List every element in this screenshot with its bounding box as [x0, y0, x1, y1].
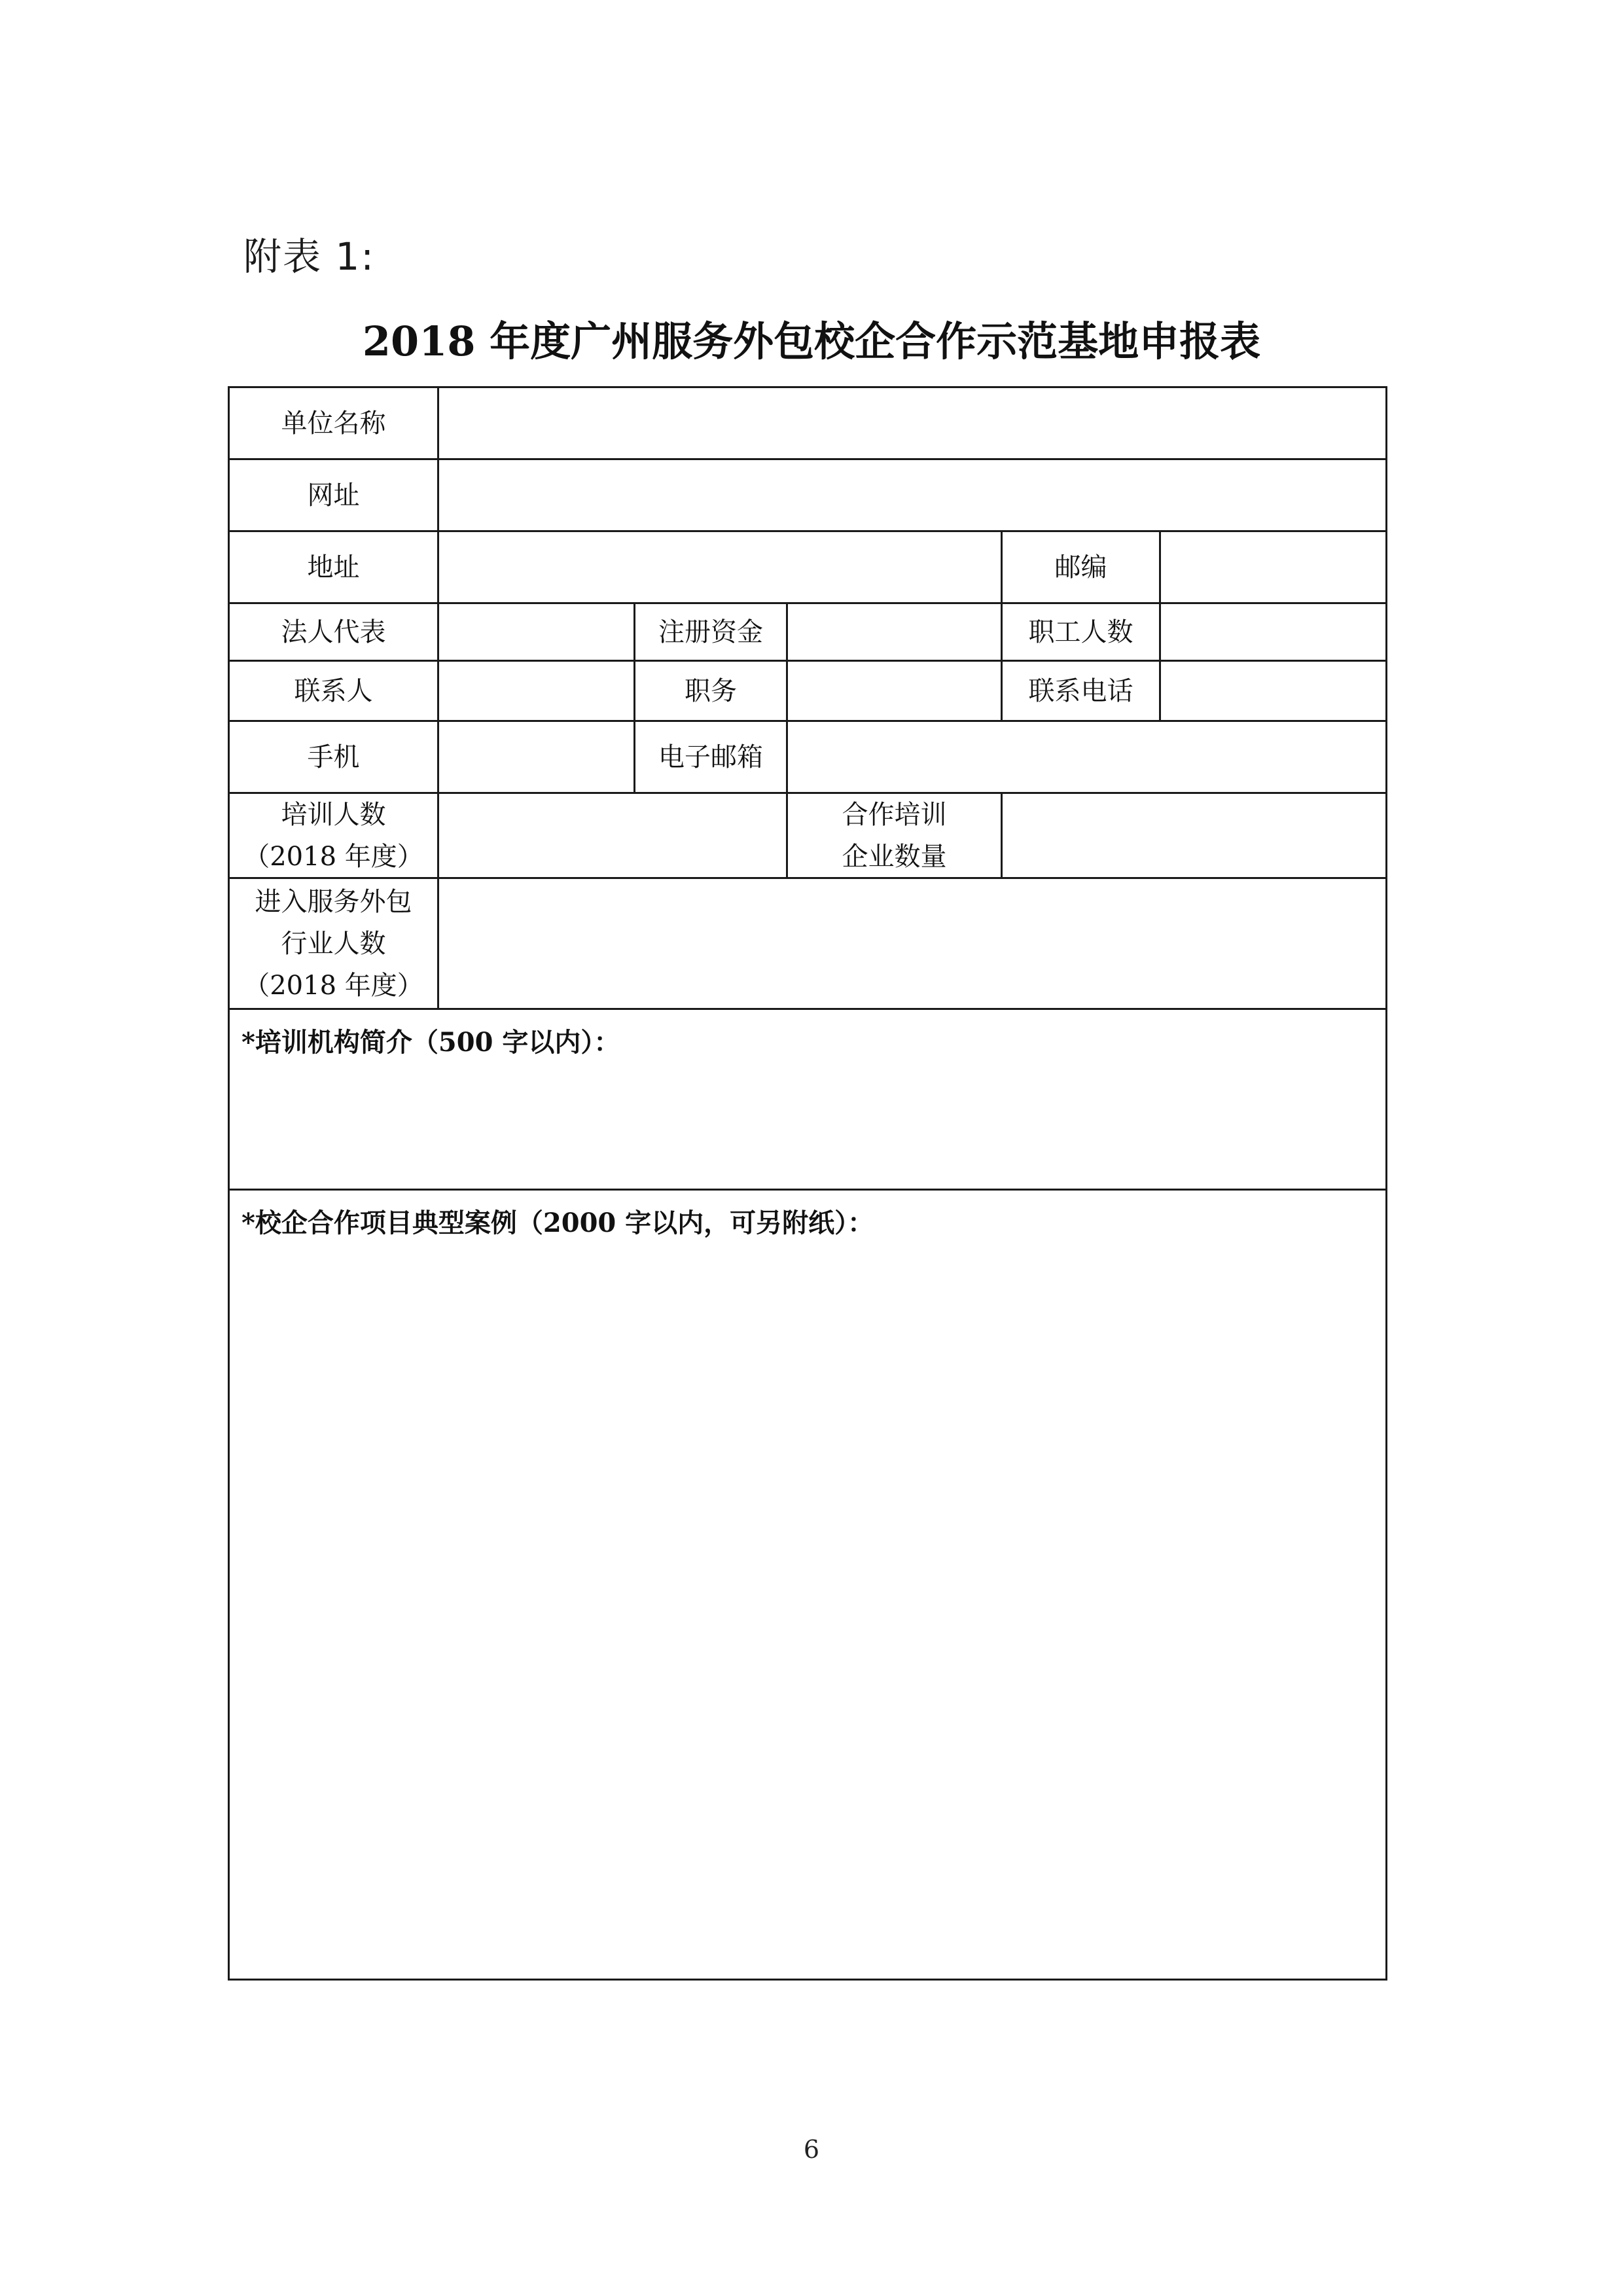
contact-person-field[interactable] — [439, 662, 633, 720]
label-industry-line1: 进入服务外包 — [255, 886, 412, 917]
postcode-field[interactable] — [1161, 532, 1385, 602]
cases-text-area[interactable] — [230, 1252, 1385, 1979]
label-contact-person: 联系人 — [294, 675, 373, 706]
partner-count-field[interactable] — [1003, 794, 1385, 877]
label-postcode: 邮编 — [1054, 552, 1107, 583]
row-divider — [230, 1189, 1385, 1191]
label-industry-line2: 行业人数 — [281, 928, 386, 959]
label-email: 电子邮箱 — [658, 742, 763, 772]
industry-count-field[interactable] — [439, 879, 1385, 1008]
application-form-table — [228, 386, 1387, 1981]
label-industry-count — [230, 879, 437, 1008]
label-contact-phone: 联系电话 — [1028, 675, 1133, 706]
staff-count-field[interactable] — [1161, 604, 1385, 660]
cases-section-label: *校企合作项目典型案例（2000 字以内，可另附纸）： — [241, 1208, 874, 1238]
label-partner-count — [788, 794, 1001, 877]
label-website: 网址 — [307, 480, 360, 511]
label-mobile: 手机 — [307, 742, 360, 772]
email-field[interactable] — [788, 722, 1385, 792]
label-legal-rep: 法人代表 — [281, 617, 386, 647]
label-position: 职务 — [685, 675, 737, 706]
registered-capital-field[interactable] — [788, 604, 1001, 660]
trainees-field[interactable] — [439, 794, 786, 877]
unit-name-field[interactable] — [439, 388, 1385, 458]
legal-rep-field[interactable] — [439, 604, 633, 660]
address-field[interactable] — [439, 532, 1001, 602]
form-title: 2018 年度广州服务外包校企合作示范基地申报表 — [362, 317, 1261, 365]
label-trainees-line1: 培训人数 — [281, 799, 386, 830]
contact-phone-field[interactable] — [1161, 662, 1385, 720]
page-number: 6 — [803, 2135, 820, 2164]
row-divider — [230, 1008, 1385, 1010]
label-partner-line1: 合作培训 — [842, 799, 947, 830]
appendix-label: 附表 1: — [243, 234, 375, 279]
label-trainees — [230, 794, 437, 877]
website-field[interactable] — [439, 460, 1385, 530]
label-partner-line2: 企业数量 — [842, 841, 947, 872]
intro-section-label: *培训机构简介（500 字以内）： — [241, 1027, 620, 1058]
intro-text-area[interactable] — [230, 1069, 1385, 1189]
label-industry-line3: （2018 年度） — [243, 970, 423, 1001]
label-trainees-line2: （2018 年度） — [243, 841, 423, 872]
position-field[interactable] — [788, 662, 1001, 720]
label-unit-name: 单位名称 — [281, 408, 386, 439]
label-address: 地址 — [307, 552, 360, 583]
mobile-field[interactable] — [439, 722, 633, 792]
label-registered-capital: 注册资金 — [658, 617, 763, 647]
label-staff-count: 职工人数 — [1028, 617, 1133, 647]
